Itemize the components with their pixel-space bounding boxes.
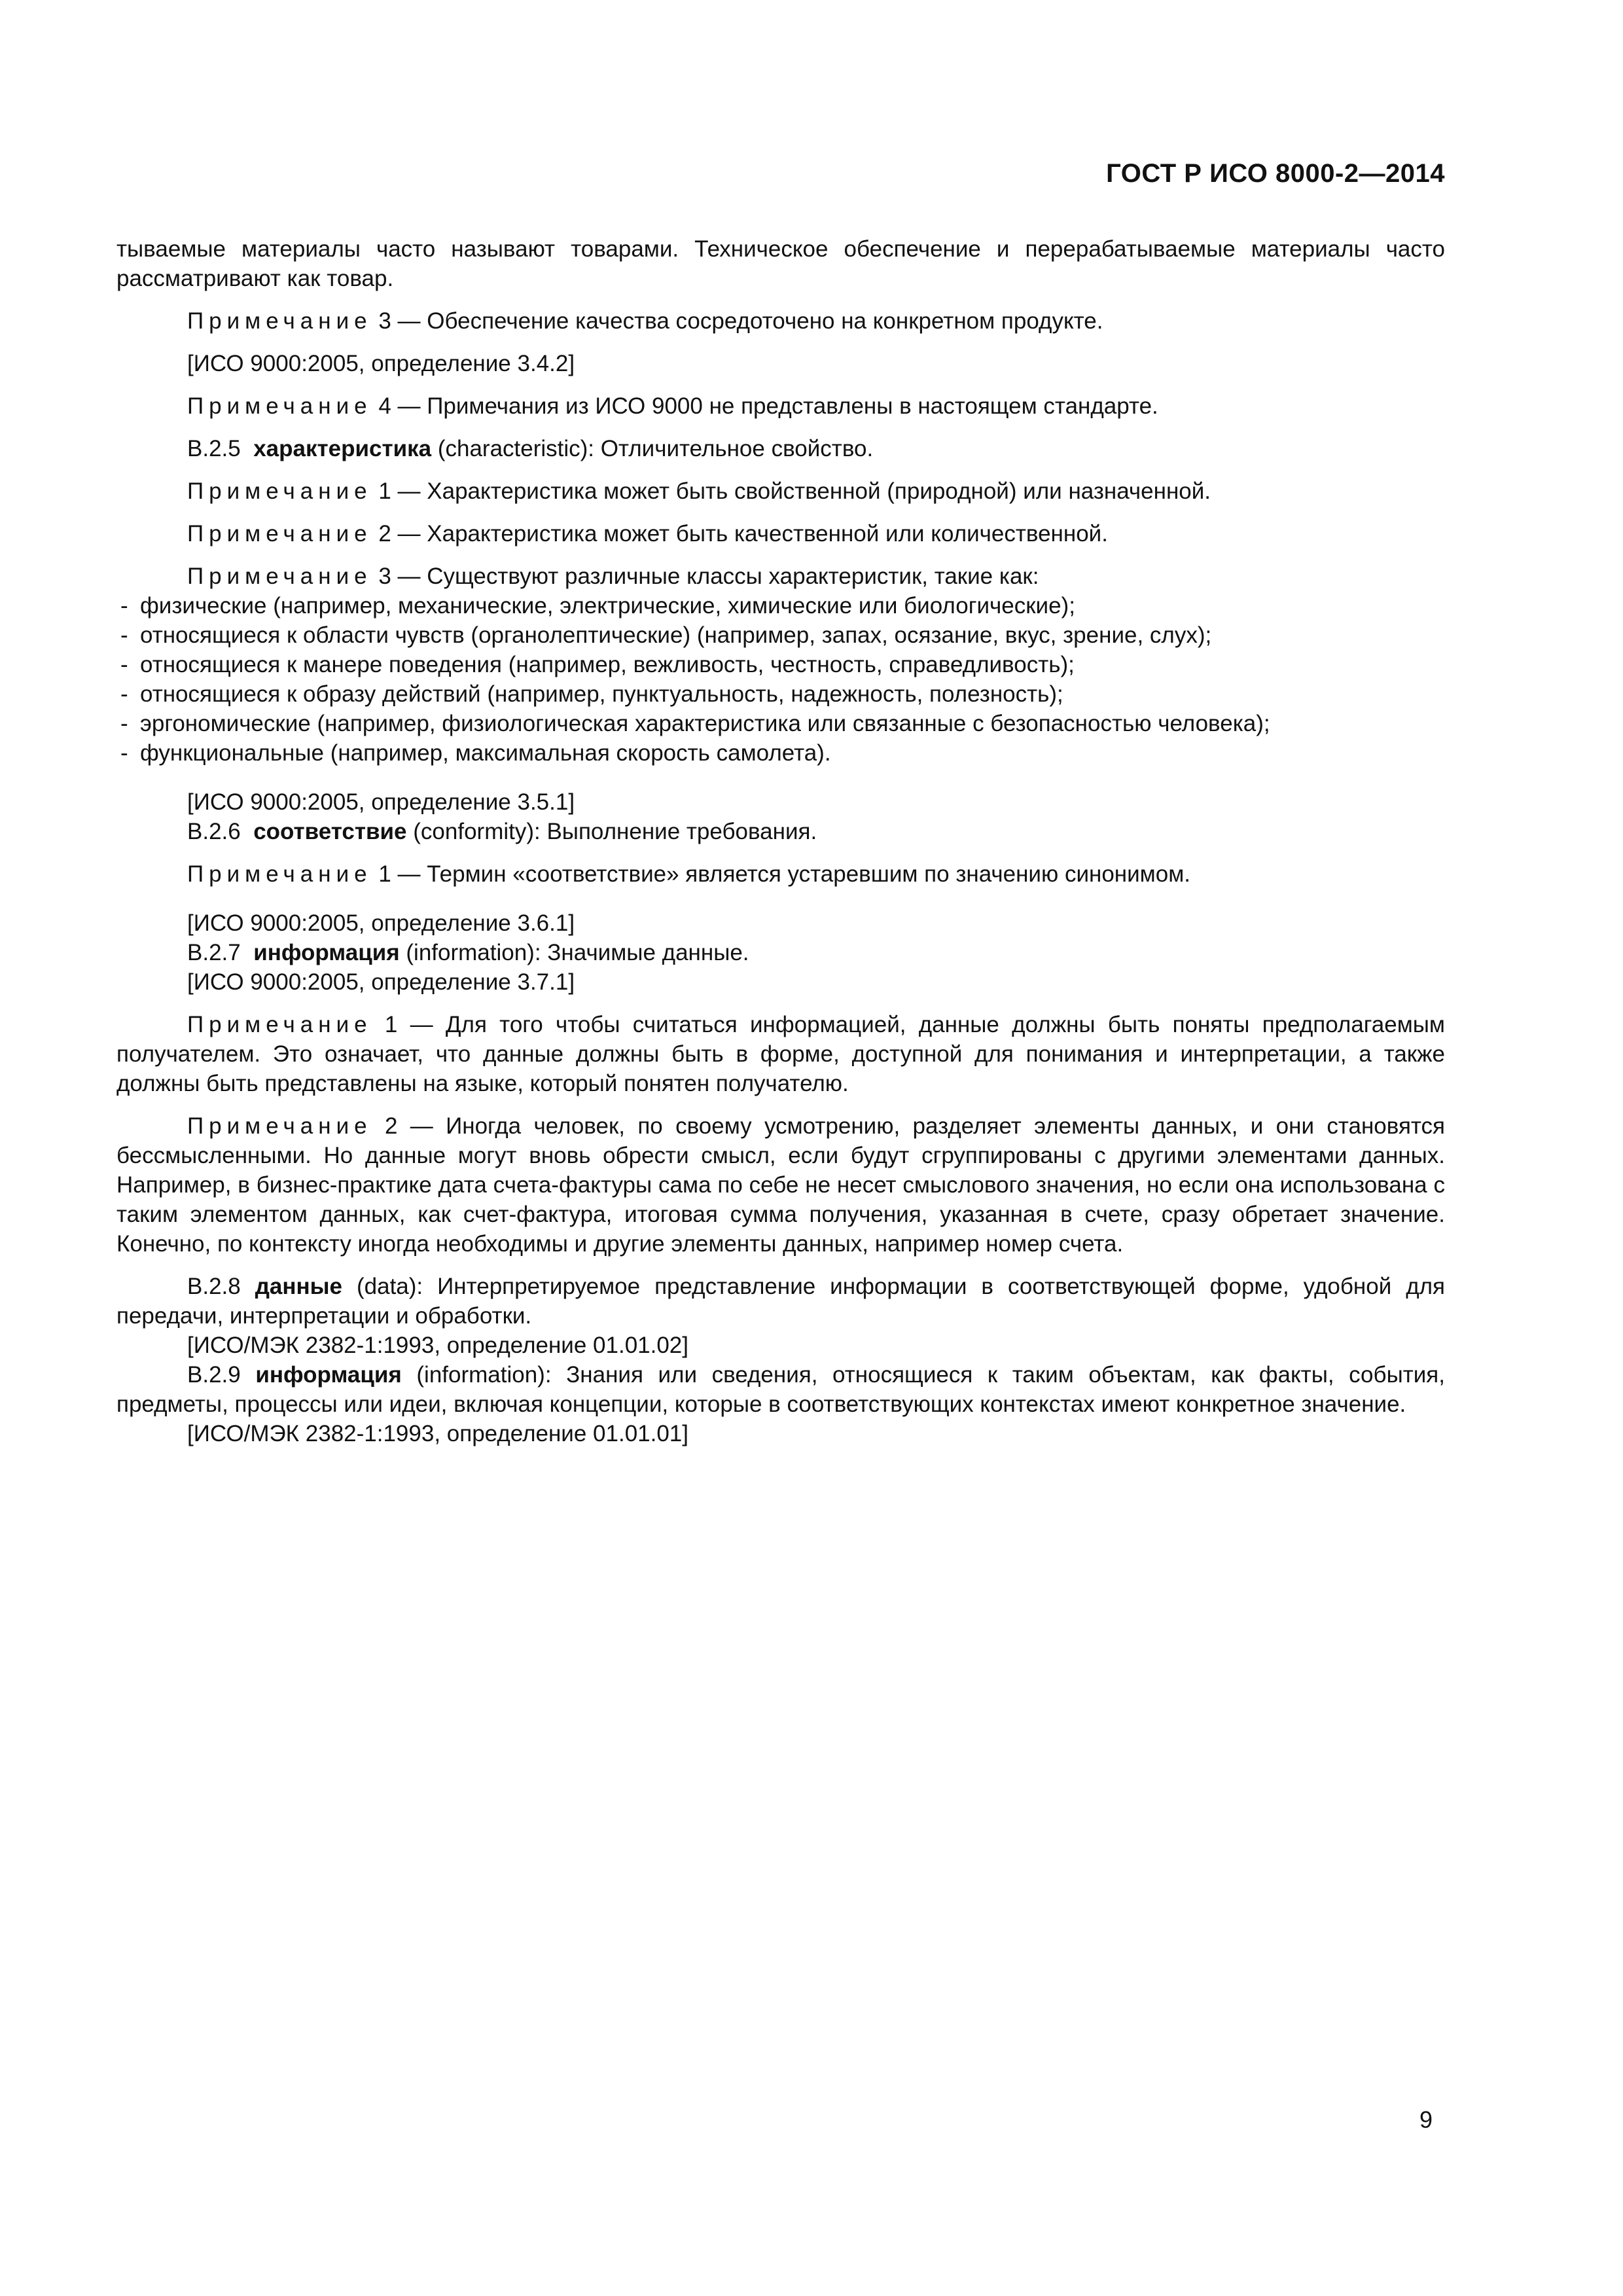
note-text: — Термин «соответствие» является устаревшим по значению синонимом. bbox=[397, 861, 1190, 887]
definition-b29 bbox=[116, 1360, 1445, 1419]
note-label: Примечание bbox=[187, 308, 372, 334]
paragraph-continuation: тываемые материалы часто называют товарами. Техническое обеспечение и перерабатываемые материалы часто рассматривают как товар. bbox=[116, 236, 1445, 291]
definition-text: (characteristic): Отличительное свойство. bbox=[437, 436, 874, 461]
note bbox=[116, 1111, 1445, 1259]
document-body bbox=[116, 234, 1445, 1448]
definition-text: (information): Знания или сведения, относящиеся к таким объектам, как факты, события, предметы, процессы или идеи, включая концепции, которые в соответствующих контекстах имеют конкретное значение. bbox=[116, 1362, 1445, 1417]
note-label: Примечание bbox=[187, 1012, 372, 1037]
note bbox=[116, 1010, 1445, 1098]
note-text: — Характеристика может быть качественной или количественной. bbox=[397, 521, 1108, 547]
reference: [ИСО/МЭК 2382-1:1993, определение 01.01.02] bbox=[187, 1333, 689, 1358]
note-number: 3 bbox=[378, 308, 391, 334]
definition-term: характеристика bbox=[253, 436, 432, 461]
list-item: - относящиеся к манере поведения (например, вежливость, честность, справедливость); bbox=[116, 650, 1445, 679]
definition-term: соответствие bbox=[253, 819, 407, 844]
note-text: — Примечания из ИСО 9000 не представлены в настоящем стандарте. bbox=[397, 393, 1158, 419]
definition-number: B.2.5 bbox=[187, 436, 241, 461]
list-item: - относящиеся к области чувств (органолептические) (например, запах, осязание, вкус, зрение, слух); bbox=[116, 620, 1445, 650]
definition-term: информация bbox=[253, 940, 400, 965]
note bbox=[116, 476, 1445, 506]
definition-text: (information): Значимые данные. bbox=[406, 940, 749, 965]
note bbox=[116, 519, 1445, 548]
list-item: - физические (например, механические, электрические, химические или биологические); bbox=[116, 591, 1445, 620]
note-number: 1 bbox=[378, 478, 391, 504]
note-number: 2 bbox=[384, 1113, 398, 1139]
reference: [ИСО 9000:2005, определение 3.7.1] bbox=[187, 969, 575, 995]
definition-number: B.2.7 bbox=[187, 940, 241, 965]
definition-term: данные bbox=[255, 1274, 343, 1299]
note-label: Примечание bbox=[187, 393, 372, 419]
note-number: 2 bbox=[378, 521, 391, 547]
definition-number: B.2.8 bbox=[187, 1274, 241, 1299]
definition-b27 bbox=[116, 938, 1445, 967]
reference: [ИСО 9000:2005, определение 3.4.2] bbox=[187, 351, 575, 376]
note-label: Примечание bbox=[187, 478, 372, 504]
characteristic-classes-list bbox=[116, 591, 1445, 768]
note bbox=[116, 391, 1445, 421]
reference: [ИСО 9000:2005, определение 3.6.1] bbox=[187, 910, 575, 936]
note-text: — Для того чтобы считаться информацией, данные должны быть поняты предполагаемым получателем. Это означает, что данные должны быть в форме, доступной для понимания и интерпретации, а также должны быть представлены на языке, который понятен получателю. bbox=[116, 1012, 1445, 1096]
note bbox=[116, 859, 1445, 889]
list-item: - эргономические (например, физиологическая характеристика или связанные с безопасностью человека); bbox=[116, 709, 1445, 738]
definition-b26 bbox=[116, 817, 1445, 846]
document-header: ГОСТ Р ИСО 8000-2—2014 bbox=[1106, 159, 1445, 188]
note-label: Примечание bbox=[187, 1113, 372, 1139]
list-item: - функциональные (например, максимальная скорость самолета). bbox=[116, 738, 1445, 768]
definition-b25 bbox=[116, 434, 1445, 463]
reference: [ИСО 9000:2005, определение 3.5.1] bbox=[187, 789, 575, 815]
note-number: 1 bbox=[384, 1012, 398, 1037]
definition-number: B.2.9 bbox=[187, 1362, 241, 1388]
definition-text: (conformity): Выполнение требования. bbox=[413, 819, 817, 844]
definition-term: информация bbox=[255, 1362, 402, 1388]
note-label: Примечание bbox=[187, 521, 372, 547]
note-number: 1 bbox=[378, 861, 391, 887]
definition-text: (data): Интерпретируемое представление информации в соответствующей форме, удобной для передачи, интерпретации и обработки. bbox=[116, 1274, 1445, 1329]
note-text: — Иногда человек, по своему усмотрению, разделяет элементы данных, и они становятся бессмысленными. Но данные могут вновь обрести смысл, если будут сгруппированы с другими элементами данных. Например, в бизнес-практике дата счета-фактуры сама по себе не несет смыслового значения, но если она использована с таким элементом данных, как счет-фактура, итоговая сумма получения, указанная в счете, сразу обретает значение. Конечно, по контексту иногда необходимы и другие элементы данных, например номер счета. bbox=[116, 1113, 1445, 1257]
note-text: — Существуют различные классы характеристик, такие как: bbox=[397, 564, 1039, 589]
note-number: 4 bbox=[378, 393, 391, 419]
note-text: — Обеспечение качества сосредоточено на конкретном продукте. bbox=[397, 308, 1103, 334]
note-number: 3 bbox=[378, 564, 391, 589]
list-item: - относящиеся к образу действий (например, пунктуальность, надежность, полезность); bbox=[116, 679, 1445, 709]
page-number: 9 bbox=[1419, 2106, 1433, 2133]
note-text: — Характеристика может быть свойственной (природной) или назначенной. bbox=[397, 478, 1211, 504]
note-label: Примечание bbox=[187, 564, 372, 589]
note-label: Примечание bbox=[187, 861, 372, 887]
definition-b28 bbox=[116, 1272, 1445, 1331]
reference: [ИСО/МЭК 2382-1:1993, определение 01.01.01] bbox=[187, 1421, 689, 1446]
note bbox=[116, 306, 1445, 336]
definition-number: B.2.6 bbox=[187, 819, 241, 844]
note bbox=[116, 562, 1445, 591]
